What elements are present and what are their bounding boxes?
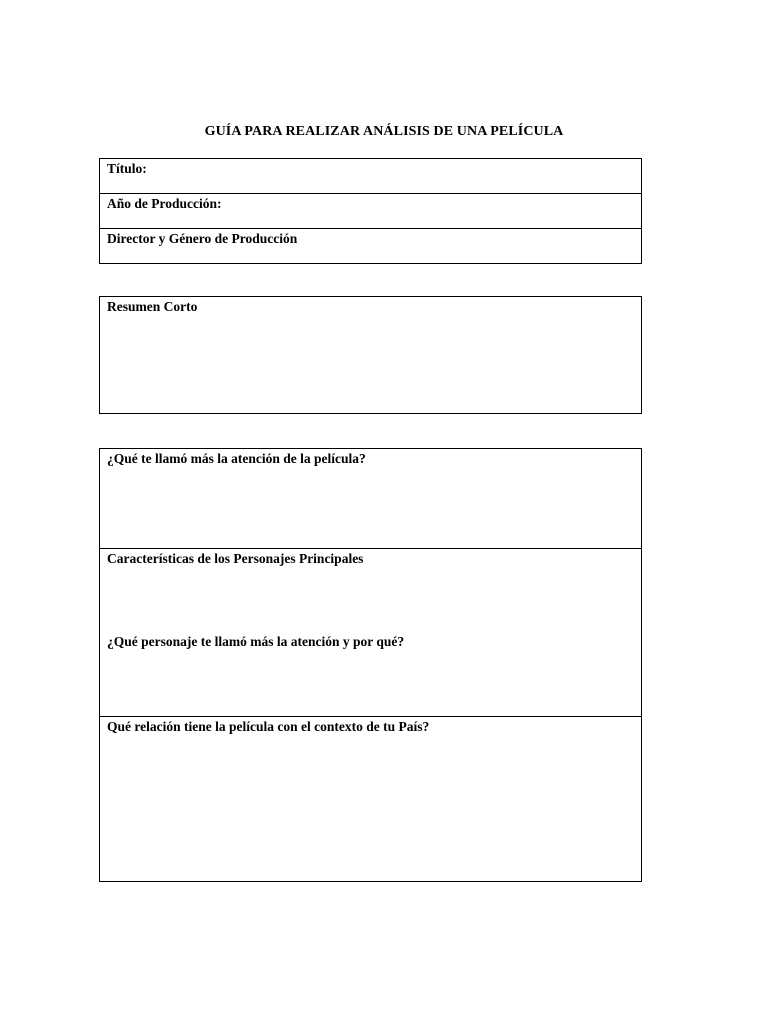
title-row [100,159,641,194]
country-context-question: Qué relación tiene la película con el contexto de tu País? [107,719,430,734]
attention-question: ¿Qué te llamó más la atención de la película? [107,451,366,466]
favorite-character-question: ¿Qué personaje te llamó más la atención y por qué? [107,634,405,649]
production-year-label: Año de Producción: [107,196,222,211]
film-info-table [99,158,642,264]
production-year-row [100,194,641,229]
summary-label: Resumen Corto [107,299,198,314]
director-genre-row [100,229,641,263]
country-context-row [100,717,641,881]
attention-row [100,449,641,549]
characters-row [100,549,641,717]
document-title: GUÍA PARA REALIZAR ANÁLISIS DE UNA PELÍCULA [204,124,564,139]
summary-row [100,297,641,413]
characters-label: Características de los Personajes Principales [107,551,364,566]
analysis-table [99,448,642,882]
summary-table [99,296,642,414]
director-genre-label: Director y Género de Producción [107,231,298,246]
title-label: Título: [107,161,147,176]
